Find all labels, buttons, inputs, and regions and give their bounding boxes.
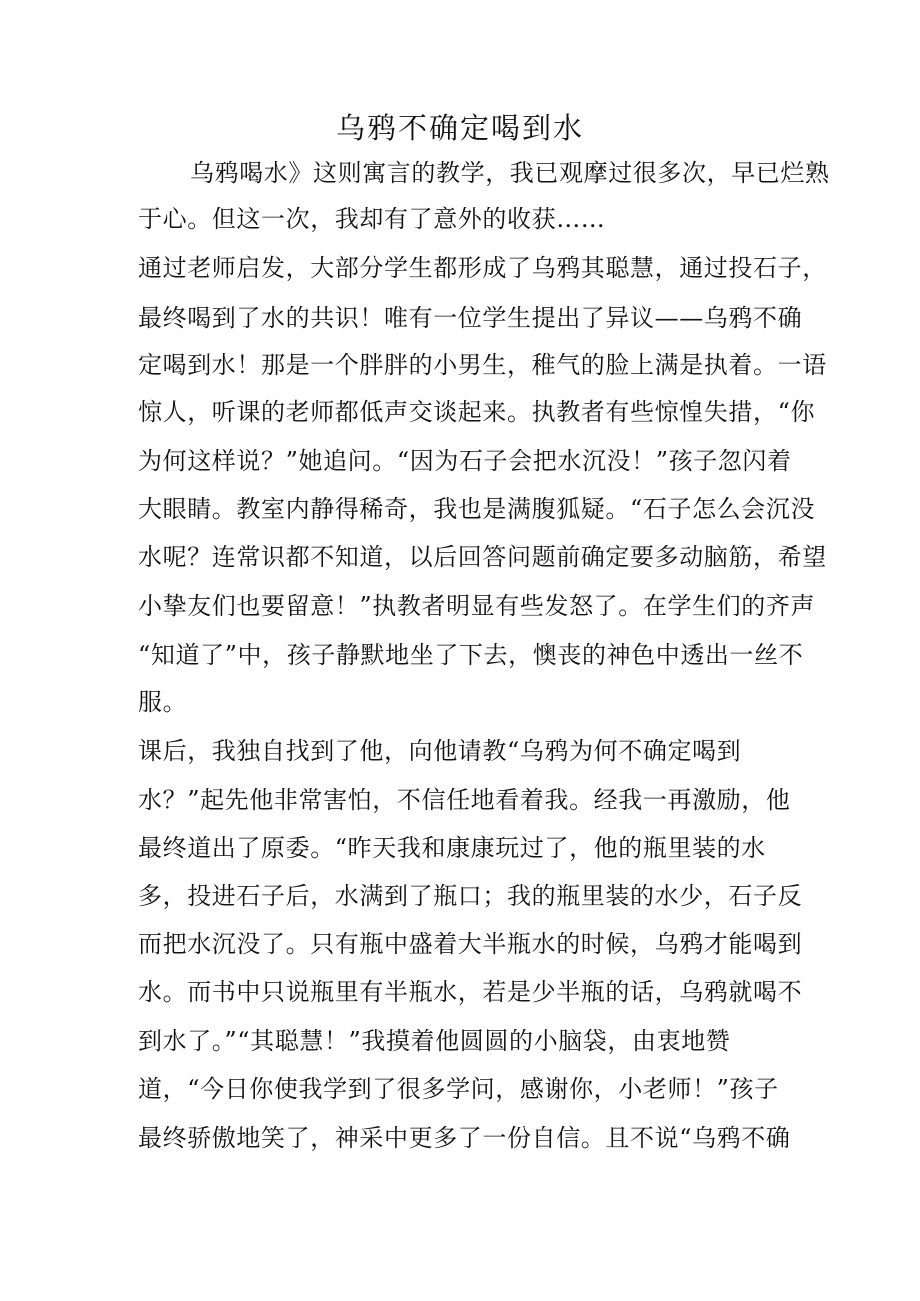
paragraph-line: 惊人，听课的老师都低声交谈起来。执教者有些惊惶失措，“你 (138, 398, 816, 426)
paragraph-line: 道，“今日你使我学到了很多学问，感谢你，小老师！”孩子 (138, 1075, 779, 1103)
paragraph-line: 大眼睛。教室内静得稀奇，我也是满腹狐疑。“石子怎么会沉没 (138, 495, 816, 523)
paragraph-line: 于心。但这一次，我却有了意外的收获…… (138, 205, 606, 233)
paragraph-line: 为何这样说？”她追问。“因为石子会把水沉没！”孩子忽闪着 (138, 447, 792, 475)
document-title: 乌鸦不确定喝到水 (335, 111, 584, 145)
paragraph-line: 定喝到水！那是一个胖胖的小男生，稚气的脸上满是执着。一语 (138, 351, 827, 379)
paragraph-line: 水。而书中只说瓶里有半瓶水，若是少半瓶的话，乌鸦就喝不 (138, 978, 803, 1006)
paragraph-line: 乌鸦喝水》这则寓言的教学，我已观摩过很多次，早已烂熟 (190, 159, 830, 187)
paragraph-line: 通过老师启发，大部分学生都形成了乌鸦其聪慧，通过投石子， (138, 254, 827, 282)
paragraph-line: 课后，我独自找到了他，向他请教“乌鸦为何不确定喝到 (138, 737, 742, 765)
paragraph-line: 最终喝到了水的共识！唯有一位学生提出了异议——乌鸦不确 (138, 304, 803, 332)
paragraph-line: 而把水沉没了。只有瓶中盛着大半瓶水的时候，乌鸦才能喝到 (138, 930, 803, 958)
paragraph-line: 服。 (138, 688, 188, 716)
paragraph-line: 最终道出了原委。“昨天我和康康玩过了，他的瓶里装的水 (138, 834, 766, 862)
paragraph-line: 水？”起先他非常害怕，不信任地看着我。经我一再激励，他 (138, 786, 791, 814)
paragraph-line: 到水了。”“其聪慧！”我摸着他圆圆的小脑袋，由衷地赞 (138, 1027, 731, 1055)
paragraph-line: 最终骄傲地笑了，神采中更多了一份自信。且不说“乌鸦不确 (138, 1124, 791, 1152)
paragraph-line: “知道了”中，孩子静默地坐了下去，懊丧的神色中透出一丝不 (138, 641, 804, 669)
paragraph-line: 多，投进石子后，水满到了瓶口；我的瓶里装的水少，石子反 (138, 882, 803, 910)
paragraph-line: 水呢？连常识都不知道，以后回答问题前确定要多动脑筋，希望 (138, 543, 827, 571)
paragraph-line: 小挚友们也要留意！”执教者明显有些发怒了。在学生们的齐声 (138, 592, 816, 620)
